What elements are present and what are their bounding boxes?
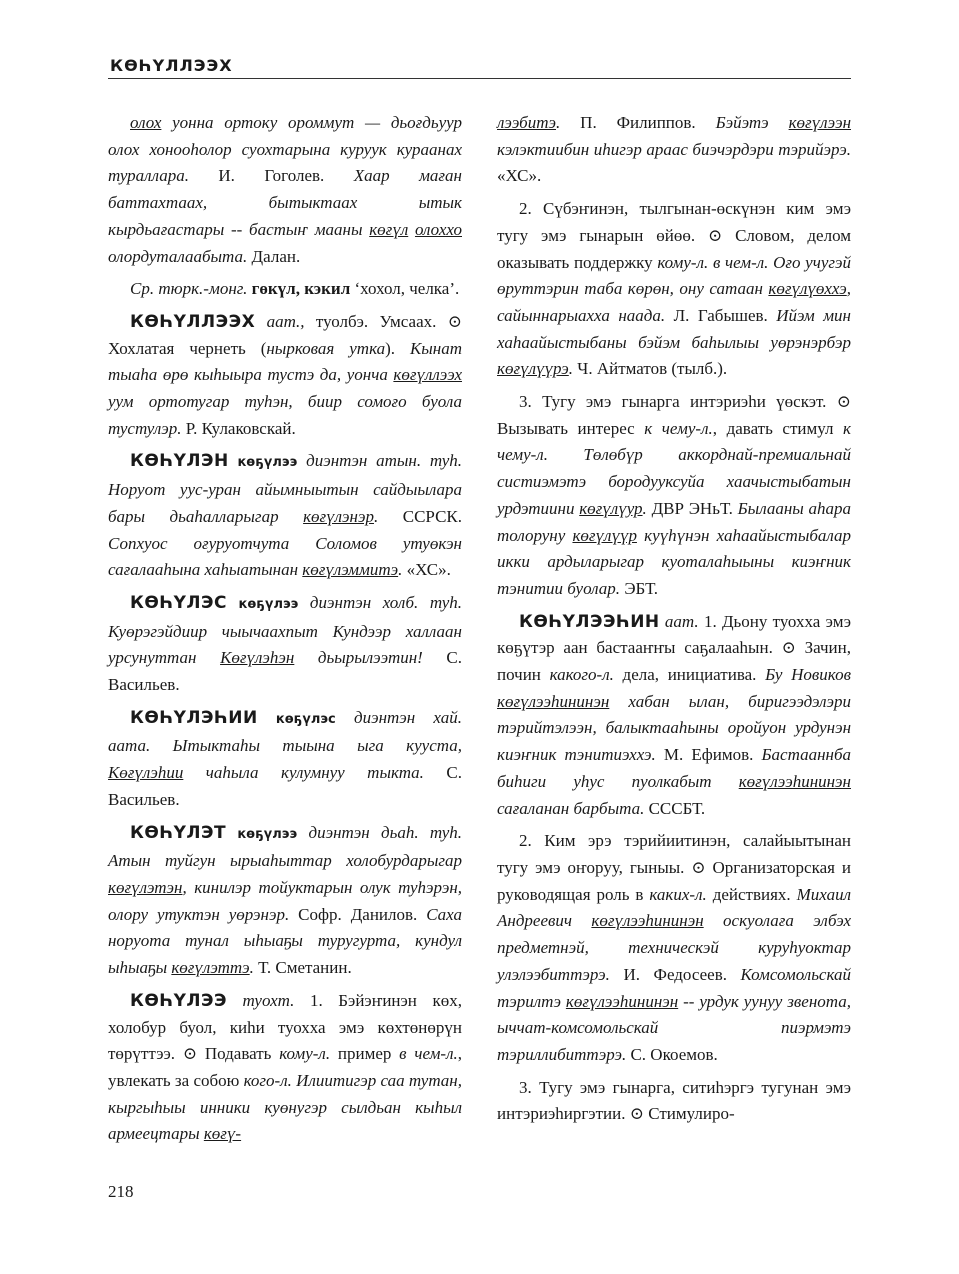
plain-text: 1. Дьону туохха эмэ көҕүтэр аан бастааҥҥы саҕалааһын. ⊙ Зачин, почин (497, 611, 852, 685)
plain-text (226, 823, 237, 842)
plain-text: С. Окоемов. (630, 1044, 718, 1064)
plain-text: туолбэ. Умсаах. ⊙ Хохлатая чернеть ( (108, 311, 462, 358)
italic-text: в чем-л. (399, 1044, 458, 1064)
highlighted-example-word: көғүлээһининэн (738, 771, 851, 791)
highlighted-example-word: көғүллээх (393, 365, 462, 385)
italic-text: Хаар маған баттахтаах, бытыктаах ытык кырдьағастары -- бастыҥ мааны (108, 166, 462, 239)
left-column (108, 110, 462, 1148)
highlighted-example-word: көғүлэттэ (171, 958, 250, 978)
plain-text: 2. Ким эрэ тэрийиитинэн, салайыытынан тугу эмэ оҥоруу, гыныы. ⊙ Организаторская и руководящая роль в (497, 831, 851, 904)
italic-text: Ийэм мин хаһаайыстыбаны бэйэм баһылыы уөрэнэрбэр (497, 305, 851, 352)
headword: КӨҺҮЛЭҺИИ (130, 707, 258, 728)
plain-text: И. Гоголев. (218, 166, 354, 186)
plain-text: С. Васильев. (108, 763, 462, 809)
plain-text: Л. Габышев. (673, 305, 777, 325)
highlighted-example-word: олоххо (414, 219, 462, 239)
headword: КӨҺҮЛЭТ (130, 822, 227, 843)
italic-text: хабан ылан, биригээдэлэри тэрийтэлээн, балыктааһыны оройуон урдунэн киэҥник тэнитиэххэ. (497, 691, 851, 765)
highlighted-example-word: көғүлүүр (572, 525, 637, 545)
etymology-note (108, 276, 462, 303)
entry-kohulee (108, 988, 462, 1148)
entry-continuation (108, 110, 462, 270)
italic-text: сағаланан барбыта. (497, 798, 649, 818)
headword: КӨҺҮЛЭЭ (130, 990, 227, 1011)
plain-text: С. Васильев. (108, 648, 462, 695)
base-word: көҕүлээ (237, 826, 298, 842)
highlighted-example-word: көғүлүөххэ (768, 279, 847, 299)
entry-kohulehii (108, 705, 462, 814)
italic-text: Оғо учугэй өруттэрин таба көрөн, ону сатаан (497, 252, 852, 299)
plain-text: Софр. Данилов. (298, 904, 427, 924)
plain-text: ). (385, 338, 410, 358)
entry-kohullaakh (108, 309, 462, 443)
italic-text: . (398, 560, 407, 580)
italic-text: уонна ортоку ороммут — дьоғдьуур олох хонооһолор суохтарына куруук кураанах туралларa. (108, 113, 462, 186)
headword: КӨҺҮЛЛЭЭХ (130, 311, 256, 332)
highlighted-example-word: көғүлэммитэ (302, 560, 399, 580)
plain-text: 3. Тугу эмэ гынарга интэриэһи үөскэт. ⊙ Вызывать интерес (497, 392, 851, 438)
italic-text: , сайыннарыахха наада. (497, 279, 851, 325)
italic-text: . (556, 113, 581, 132)
plain-text (227, 593, 239, 612)
entry-kohuleehin (497, 609, 851, 823)
italic-text: каких-л. (649, 884, 707, 904)
headword: КӨҺҮЛЭС (130, 592, 227, 613)
highlighted-example-word: көғүлээһининэн (591, 911, 704, 931)
plain-text: Ч. Айтматов (тылб.). (577, 359, 728, 379)
sense-2-kohuleehin (497, 828, 851, 1068)
highlighted-example-word: Көғүлэһии (108, 763, 184, 783)
plain-text: дела, инициатива. (613, 665, 766, 685)
plain-text: 1. Бэйэҥинэн көх, холобур буол, киһи туохха эмэ көхтөнөрүн төрүттээ. ⊙ Подавать (108, 990, 462, 1064)
italic-text: -- урдук уунуу звенота, ыччат-комсомольскай пиэрмэтэ тэриллибиттэрэ. (497, 991, 851, 1064)
italic-text: какого-л. (549, 665, 614, 685)
plain-text: «ХС». (497, 166, 542, 186)
italic-text: нырковая утка (266, 338, 386, 358)
highlighted-example-word: көғүлээһининэн (497, 691, 610, 711)
right-column (497, 110, 851, 1128)
italic-text: . (249, 958, 259, 978)
header-divider (108, 78, 851, 79)
italic-text: чаһыла кулумнуу тыкта. (183, 763, 447, 783)
plain-text: Р. Кулаковскай. (185, 418, 296, 438)
running-header: КӨҺҮЛЛЭЭХ (110, 56, 233, 75)
plain-text: ДВР ЭНьТ. (651, 498, 738, 518)
italic-text: Илиитигэр саа тутан, кыргыһыы инники куөнугэр сылдьан кыһыл армеецтары (108, 1070, 462, 1144)
italic-text: куүһүнэн хаһаайыстыбалар икки ардыларыгар куоталаһыыны киэҥник тэнитии буолар. (497, 525, 851, 598)
page-number: 218 (108, 1182, 134, 1201)
entry-continuation-right (497, 110, 851, 190)
italic-text: к чему-л. (497, 418, 851, 465)
entry-kohulen (108, 448, 462, 584)
italic-text: Саха норуота тунал ыһыаҕы туругурта, кундул ыһыаҕы (108, 904, 462, 978)
sense-3-kohuleehin (497, 1075, 851, 1128)
plain-text (258, 708, 276, 727)
highlighted-example-word: олох (130, 113, 162, 132)
plain-text: 3. Тугу эмэ гынарга, ситиһэргэ тугунан эмэ интэриэһиргэтии. ⊙ Стимулиро- (497, 1077, 851, 1124)
headword: КӨҺҮЛЭЭҺИН (519, 611, 660, 632)
italic-text: в чем-л. (712, 252, 769, 272)
plain-text: ССРСК. (402, 506, 463, 526)
plain-text (548, 445, 583, 464)
italic-text: к чему-л. (644, 418, 713, 438)
italic-text: Бастааннба биһиги уһус пуолкабыт (497, 745, 851, 791)
highlighted-example-word: көғүлээн (788, 113, 851, 132)
headword: КӨҺҮЛЭН (130, 451, 229, 472)
highlighted-example-word: көғүлээһининэн (565, 991, 679, 1011)
highlighted-example-word: көғүл (369, 219, 409, 239)
highlighted-example-word: лээбитэ (497, 113, 557, 132)
italic-text: аат., (255, 311, 316, 331)
italic-text: диэнтэн хай. аата. Ытыктаһы тыына ыга кууста, (108, 707, 462, 756)
highlighted-example-word: көғүлүүрэ (497, 359, 569, 379)
italic-text: Михаил Андреевич (497, 884, 851, 931)
italic-text: аат. (659, 611, 704, 631)
plain-text: Т. Сметанин. (258, 958, 352, 978)
plain-text: СССБТ. (648, 798, 706, 818)
italic-text: диэнтэн атын. туһ. Норуот уус-уран айымныытын сайдыылара бары дьаһалларыгар (108, 451, 462, 526)
italic-text: Сопхуос оғуруотчута Соломов утуөкэн сағалааһына хаһыатынан (108, 533, 462, 580)
base-word: көҕүлэс (275, 711, 336, 727)
italic-text: Кынат тыаһа өрө кыһыыра тустэ да, уонча (108, 338, 462, 385)
italic-text: дьырылээтин! (294, 648, 447, 668)
highlighted-example-word: Көғүлэһэн (220, 648, 295, 668)
italic-text: оскуолаға элбэх предметнэй, техническэй куруһуоктар улэлээбиттэрэ. (497, 911, 852, 984)
italic-text: Төлөбүр аккорднай-премиальнай систиэмэтэ бородууксуйа хаачыстыбатын урдэтиини (497, 445, 851, 518)
plain-text: М. Ефимов. (663, 745, 762, 765)
plain-text: «ХС». (406, 560, 451, 580)
highlighted-example-word: көғүлэнэр (303, 506, 374, 526)
italic-text: . (568, 359, 578, 379)
bold-text: гөкүл, кэкил (251, 279, 351, 299)
italic-text: Комсомольскай тэрилтэ (497, 964, 851, 1011)
italic-text: . (373, 506, 403, 526)
italic-text: Бэйэтэ (715, 113, 789, 132)
plain-text: ЭБТ. (624, 578, 659, 598)
italic-text: кого-л. (243, 1070, 292, 1090)
italic-text (408, 220, 415, 239)
highlighted-example-word: көғү- (203, 1124, 242, 1144)
plain-text: , давать стимул (712, 418, 844, 438)
base-word: көҕүлээ (238, 596, 299, 612)
plain-text: 2. Сүбэҥинэн, тылгынан-өскүнэн ким эмэ тугу эмэ гынарын өйөө. ⊙ Словом, делом оказывать поддержку (497, 199, 851, 272)
italic-text: кому-л. (279, 1044, 331, 1064)
italic-text: уум ортотугар туһэн, биир сомоғо буола тустулэр. (108, 392, 462, 438)
italic-text: Бу Новиков (765, 665, 851, 685)
italic-text: кэлэктиибин иһигэр араас биэчэрдэри тэрийэрэ. (497, 139, 851, 159)
italic-text: Былааны аһара толоруну (497, 498, 852, 545)
plain-text: И. Федосеев. (623, 964, 741, 984)
base-word: көҕүлээ (237, 455, 298, 471)
highlighted-example-word: көғүлэтэн (108, 877, 183, 897)
entry-kohulet (108, 820, 462, 982)
plain-text: действиях. (706, 884, 797, 904)
italic-text: туохт. (226, 990, 310, 1010)
plain-text: ‘хохол, челка’. (350, 279, 460, 299)
italic-text: . (642, 498, 652, 518)
plain-text: Далан. (251, 246, 301, 266)
plain-text: пример (330, 1044, 400, 1064)
entry-kohules (108, 590, 462, 699)
sense-3 (497, 389, 851, 603)
italic-text: диэнтэн дьаһ. туһ. Атын туйгун ырыаһыттар холобурдарыгар (108, 822, 462, 871)
italic-text: олордуталаабыта. (108, 246, 252, 266)
italic-text: , кинилэр тойуктарын олук туһэрэн, олору утуктэн уөрэнэр. (108, 877, 462, 924)
italic-text: диэнтэн холб. туһ. Куөрэгэйдиир чыычаахпыт Кундээр халлаан урсунуттан (108, 592, 462, 668)
sense-2 (497, 196, 851, 383)
italic-text: кому-л. (657, 252, 709, 272)
highlighted-example-word: көғүлүур (579, 498, 643, 518)
plain-text: , увлекать за собою (108, 1044, 462, 1090)
italic-text: Ср. тюрк.-монг. (130, 279, 252, 299)
plain-text: П. Филиппов. (580, 113, 716, 132)
